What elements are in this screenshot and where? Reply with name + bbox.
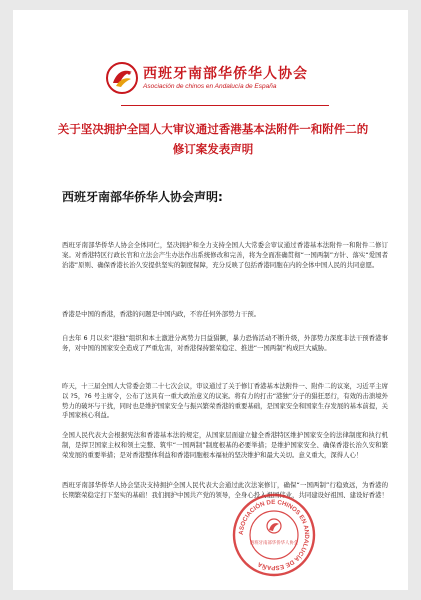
paragraph-6: 西班牙南部华侨华人协会坚决支持拥护全国人民代表大会通过此次法案修订，确保“一国两制”行稳致远，为香港的长期繁荣稳定打下坚实的基础！我们拥护中国共产党的领导，全身心投入祖国伟业，共同建设好祖国、建设好香港！ — [62, 481, 388, 499]
svg-text:ASOCIACIÓN DE CHINOS EN ANDALU — [238, 499, 310, 571]
phoenix-emblem-icon — [105, 61, 139, 95]
paragraph-4: 昨天，十三届全国人大常委会第二十七次会议，审议通过了关于修订香港基本法附件一、附件二的议案，习近平主席以 ?5，?6 号主席令，公布了这具有一重大政治意义的议案。将有力的打击“港独”分子的猖狂恶行，有效的击溃境外势力的破坏与干扰，同时也是维护国家安全与振兴繁荣香港的重要基础，是国家安全和国家生存发展的基本前提，关乎国家核心利益。 — [62, 382, 388, 420]
paragraph-1: 西班牙南部华侨华人协会全体同仁，坚决拥护和全力支持全国人大常委会审议通过香港基本法附件一和附件二修订案。对香港特区行政长官和立法会产生办法作出系统修改和完善，将为全面准确贯彻“一国两制”方针、落实“爱国者治港”原则、确保香港长治久安提供坚实的制度保障，充分反映了包括香港同胞在内的全体中国人民的共同意愿。 — [62, 241, 388, 269]
header-divider — [121, 105, 329, 106]
salutation: 西班牙南部华侨华人协会声明: — [62, 190, 223, 204]
document-page — [13, 10, 408, 590]
paragraph-5: 全国人民代表大会根据宪法和香港基本法的规定，从国家层面建立健全香港特区维护国家安全的法律制度和执行机制，是捍卫国家主权和领土完整、筑牢“一国两制”制度根基的必要举措；是维护国家安全、确保香港长治久安和繁荣发展的重要举措；是对香港整体利益和香港同胞根本福祉的坚决维护和最大关切。意义重大，深得人心！ — [62, 431, 388, 459]
seal-ring-text: ASOCIACIÓN DE CHINOS EN ANDALUCÍA DE ESPAÑA — [237, 498, 311, 572]
paragraph-2: 香港是中国的香港，香港的问题是中国内政，不容任何外部势力干预。 — [62, 310, 261, 319]
association-seal-stamp — [231, 492, 317, 578]
paragraph-3: 自去年 6 月以来“港独”组织和本土激进分离势力目益猖獗，暴力恐怖活动不断升级，外部势力深度非法干预香港事务，对中国的国家安全造成了严重危害，对香港保持繁荣稳定、推进“一国两制”构成巨大威胁。 — [62, 334, 388, 352]
association-logo — [105, 60, 323, 98]
logo-subtitle: Asociación de chinos en Andalucía de España — [143, 83, 277, 90]
statement-title-line-1: 关于坚决拥护全国人大审议通过香港基本法附件一和附件二的 — [57, 122, 369, 136]
statement-title-line-2: 修订案发表声明 — [172, 142, 254, 156]
logo-title: 西班牙南部华侨华人协会 — [143, 66, 308, 82]
seal-center-text: 西班牙南部华侨华人协会 — [249, 541, 299, 546]
